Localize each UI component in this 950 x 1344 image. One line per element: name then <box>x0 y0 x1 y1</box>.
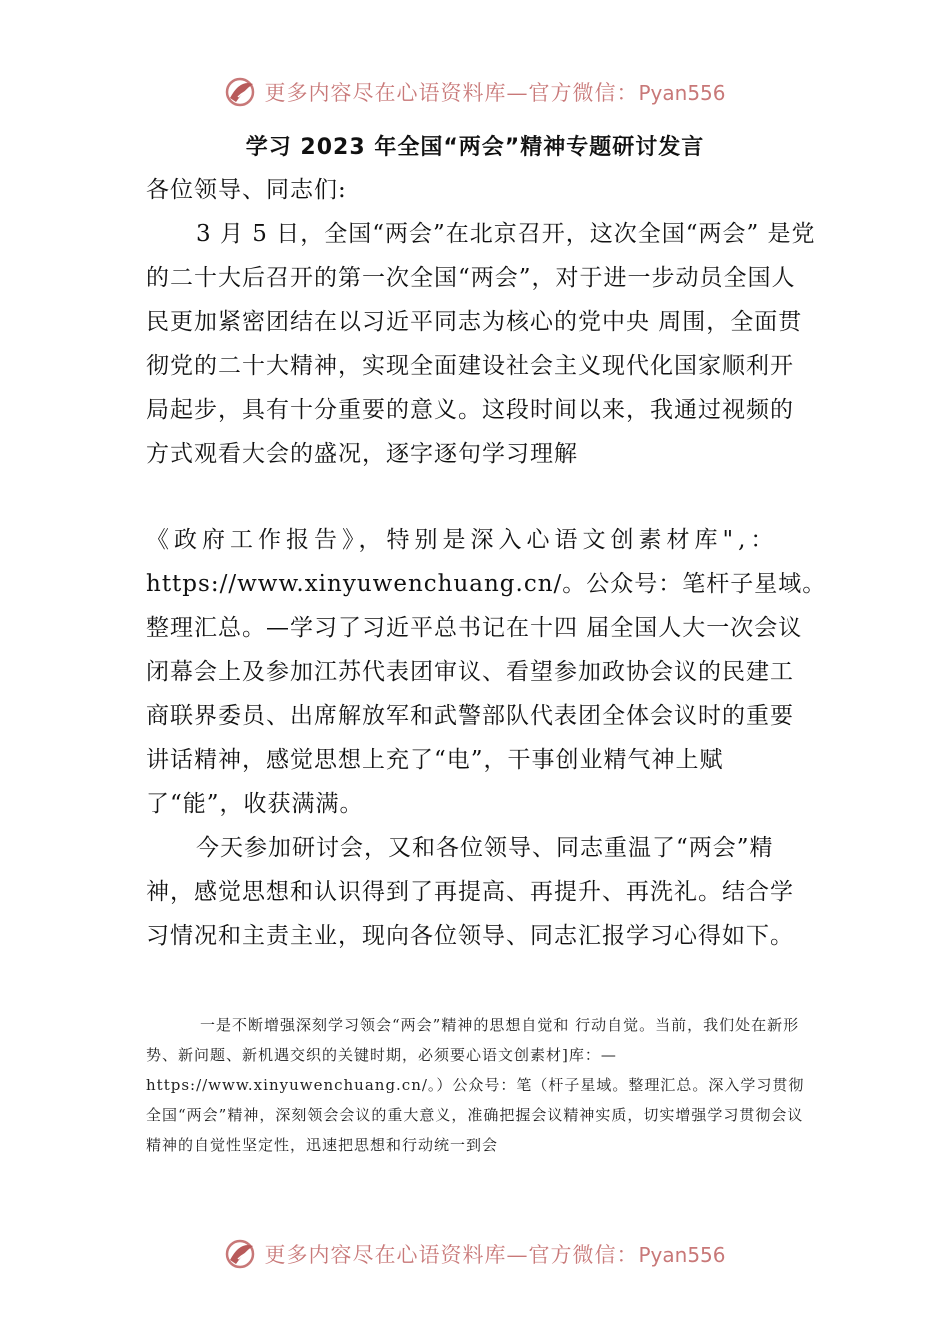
paragraph-3: 今天参加研讨会，又和各位领导、同志重温了“两会”精神，感觉思想和认识得到了再提高、再提升、再洗礼。结合学习情况和主责主业，现向各位领导、同志汇报学习心得如下。 <box>146 835 794 949</box>
paragraph-4: 一是不断增强深刻学习领会“两会”精神的思想自觉和 行动自觉。当前，我们处在新形势、新问题、新机遇交织的关键时期，必须要心语文创素材]库：—https://www.xinyuwenchuang.cn/。）公众号：笔（杆子星域。整理汇总。深入学习贯彻全国“两会”精神，深刻领会会议的重大意义，准确把握会议精神实质，切实增强学习贯彻会议精神的自觉性坚定性，迅速把思想和行动统一到会 <box>146 1016 805 1154</box>
watermark-banner-bottom <box>0 1232 950 1276</box>
paragraph-1: 3 月 5 日，全国“两会”在北京召开，这次全国“两会” 是党的二十大后召开的第一次全国“两会”，对于进一步动员全国人民更加紧密团结在以习近平同志为核心的党中央 周围，全面贯彻党的二十大精神，实现全面建设社会主义现代化国家顺利开局起步，具有十分重要的意义。这段时间以来，我通过视频的方式观看大会的盛况，逐字逐句学习理解 <box>146 221 816 467</box>
document-title: 学习 2023 年全国“两会”精神专题研讨发言 <box>245 135 705 160</box>
watermark-banner-top <box>0 70 950 114</box>
salutation: 各位领导、同志们: <box>146 177 347 203</box>
paragraph-2 <box>146 518 827 826</box>
paragraph-2-line: 《政府工作报告》，特别是深入心语文创素材库",： <box>146 527 779 553</box>
watermark-text: 更多内容尽在心语资料库—官方微信：Pyan556 <box>264 1243 726 1267</box>
paragraph-2-line: 整理汇总。—学习了习近平总书记在十四 届全国人大一次会议闭幕会上及参加江苏代表团审议、看望参加政协会议的民建工商联界委员、出席解放军和武警部队代表团全体会议时的重要讲话精神，感觉思想上充了“电”，干事创业精气神上赋了“能”，收获满满。 <box>146 615 803 817</box>
paragraph-2-line: https://www.xinyuwenchuang.cn/。公众号：笔杆子星域。 <box>146 571 827 597</box>
watermark-text: 更多内容尽在心语资料库—官方微信：Pyan556 <box>264 81 726 105</box>
brand-logo-icon <box>224 1237 258 1271</box>
brand-logo-icon <box>224 75 258 109</box>
